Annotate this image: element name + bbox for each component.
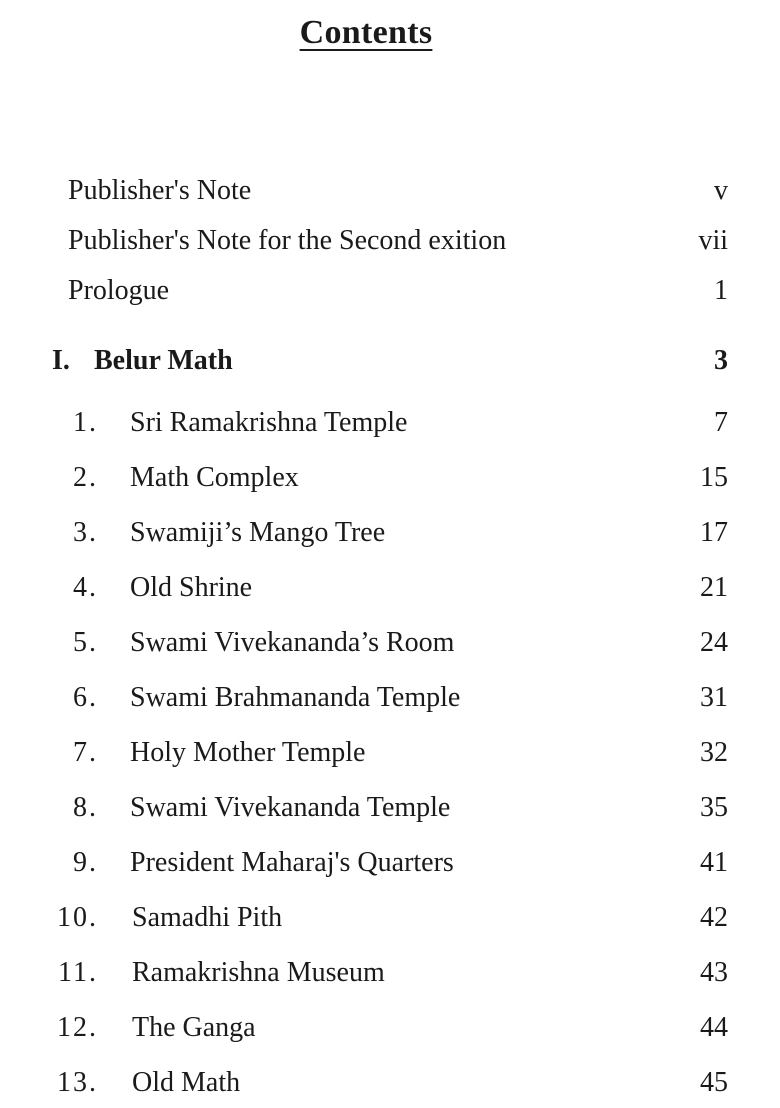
chapter-title: Old Math (132, 1067, 241, 1098)
chapter-number: 12. (57, 1012, 98, 1043)
toc-chapter[interactable] (0, 733, 780, 773)
chapter-title: Math Complex (130, 462, 299, 493)
toc-chapter[interactable] (0, 513, 780, 553)
entry-title: Prologue (68, 275, 170, 306)
chapter-page: 35 (700, 792, 728, 823)
part-number: I. (52, 345, 70, 376)
chapter-number: 13. (57, 1067, 98, 1098)
entry-title: Publisher's Note (68, 175, 252, 206)
chapter-page: 45 (700, 1067, 728, 1098)
chapter-page: 15 (700, 462, 728, 493)
chapter-page: 41 (700, 847, 728, 878)
part-title: Belur Math (94, 345, 233, 376)
chapter-page: 21 (700, 572, 728, 603)
chapter-page: 31 (700, 682, 728, 713)
chapter-title: Ramakrishna Museum (132, 957, 385, 988)
chapter-page: 44 (700, 1012, 728, 1043)
toc-chapter[interactable] (0, 458, 780, 498)
entry-page: 1 (714, 275, 728, 306)
chapter-number: 11. (58, 957, 98, 988)
chapter-number: 3. (73, 517, 98, 548)
chapter-page: 24 (700, 627, 728, 658)
chapter-number: 9. (73, 847, 98, 878)
toc-chapter[interactable] (0, 1008, 780, 1048)
chapter-number: 1. (73, 407, 98, 438)
chapter-title: Swami Vivekananda’s Room (130, 627, 455, 658)
toc-chapter[interactable] (0, 953, 780, 993)
toc-chapter[interactable] (0, 843, 780, 883)
chapter-number: 6. (73, 682, 98, 713)
chapter-number: 8. (73, 792, 98, 823)
chapter-title: Swami Brahmananda Temple (130, 682, 461, 713)
chapter-number: 2. (73, 462, 98, 493)
toc-chapter[interactable] (0, 678, 780, 718)
entry-title: Publisher's Note for the Second exition (68, 225, 507, 256)
toc-chapter[interactable] (0, 568, 780, 608)
chapter-number: 4. (73, 572, 98, 603)
chapter-title: President Maharaj's Quarters (130, 847, 454, 878)
chapter-title: Swamiji’s Mango Tree (130, 517, 386, 548)
entry-page: vii (698, 225, 728, 256)
entry-page: v (714, 175, 728, 206)
toc-entry-prologue[interactable] (0, 271, 780, 311)
page-title: Contents (299, 14, 433, 51)
chapter-page: 17 (700, 517, 728, 548)
chapter-title: The Ganga (132, 1012, 256, 1043)
part-page: 3 (714, 345, 728, 376)
toc-chapter[interactable] (0, 898, 780, 938)
toc-chapter[interactable] (0, 1063, 780, 1103)
chapter-title: Swami Vivekananda Temple (130, 792, 451, 823)
toc-chapter[interactable] (0, 623, 780, 663)
chapter-title: Sri Ramakrishna Temple (130, 407, 408, 438)
chapter-title: Samadhi Pith (132, 902, 283, 933)
toc-entry-publishers-note-second-edition[interactable] (0, 221, 780, 261)
chapter-title: Old Shrine (130, 572, 253, 603)
toc-part-belur-math[interactable] (0, 341, 780, 381)
chapter-number: 10. (57, 902, 98, 933)
chapter-title: Holy Mother Temple (130, 737, 366, 768)
chapter-page: 7 (714, 407, 728, 438)
chapter-number: 5. (73, 627, 98, 658)
chapter-number: 7. (73, 737, 98, 768)
chapter-page: 42 (700, 902, 728, 933)
toc-chapter[interactable] (0, 403, 780, 443)
chapter-page: 43 (700, 957, 728, 988)
chapter-page: 32 (700, 737, 728, 768)
toc-entry-publishers-note[interactable] (0, 171, 780, 211)
toc-chapter[interactable] (0, 788, 780, 828)
